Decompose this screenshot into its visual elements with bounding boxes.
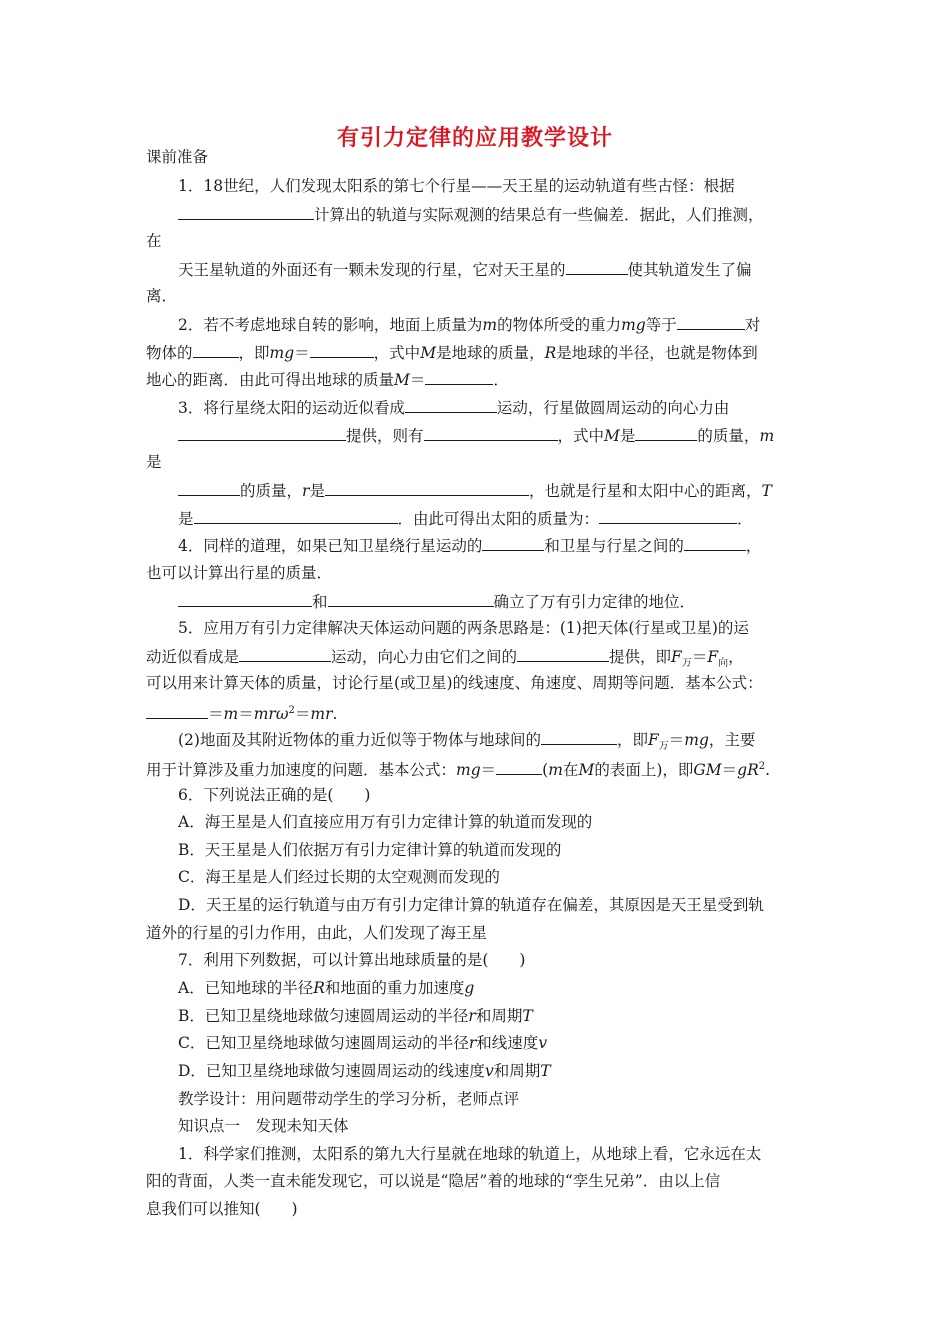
q6-option-d-cont: 道外的行星的引力作用，由此，人们发现了海王星 (146, 924, 488, 942)
q3-line-1: 3．将行星绕太阳的运动近似看成 运动，行星做圆周运动的向心力由 (178, 399, 730, 417)
answer-blank[interactable] (684, 535, 746, 551)
q3-line-5: 是 ．由此可得出太阳的质量为： ． (178, 510, 753, 528)
q3-line-3: 是 (146, 453, 162, 471)
answer-blank[interactable] (517, 646, 609, 662)
answer-blank[interactable] (178, 591, 312, 607)
q6-option-a[interactable]: A．海王星是人们直接应用万有引力定律计算的轨道而发现的 (178, 813, 593, 831)
answer-blank[interactable] (178, 204, 314, 220)
answer-blank[interactable] (424, 425, 558, 441)
q7-option-a[interactable]: A．已知地球的半径R和地面的重力加速度g (178, 979, 475, 997)
answer-blank[interactable] (482, 535, 544, 551)
q1-line-3: 在 (146, 232, 162, 250)
answer-blank[interactable] (677, 314, 745, 330)
answer-blank[interactable] (239, 646, 331, 662)
answer-blank[interactable] (310, 342, 374, 358)
document-title: 有引力定律的应用教学设计 (336, 126, 613, 151)
q7-option-b[interactable]: B．已知卫星绕地球做匀速圆周运动的半径r和周期T (178, 1007, 533, 1025)
answer-blank[interactable] (635, 425, 697, 441)
q4-line-3: 和 确立了万有引力定律的地位． (178, 591, 695, 612)
q5-line-5: (2)地面及其附近物体的重力近似等于物体与地球间的 ，即$F_万=mg$，主要 (178, 731, 756, 753)
q6-option-b[interactable]: B．天王星是人们依据万有引力定律计算的轨道而发现的 (178, 841, 562, 859)
p1-line-1: 1．科学家们推测，太阳系的第九大行星就在地球的轨道上，从地球上看，它永远在太 (178, 1145, 762, 1163)
answer-blank[interactable] (194, 508, 398, 524)
answer-blank[interactable] (405, 397, 497, 413)
answer-blank[interactable] (178, 425, 346, 441)
p1-line-3: 息我们可以推知( ) (146, 1200, 298, 1218)
q3-line-2: 提供，则有 ，式中M是 的质量，m (178, 425, 774, 446)
q4-line-2: 也可以计算出行星的质量． (146, 564, 333, 582)
q7-stem: 7．利用下列数据，可以计算出地球质量的是( ) (178, 951, 526, 969)
q6-option-c[interactable]: C．海王星是人们经过长期的太空观测而发现的 (178, 868, 500, 886)
answer-blank[interactable] (325, 480, 529, 496)
q6-option-d[interactable]: D．天王星的运行轨道与由万有引力定律计算的轨道存在偏差，其原因是天王星受到轨 (178, 896, 764, 914)
q1-line-1: 1．18世纪，人们发现太阳系的第七个行星——天王星的运动轨道有些古怪：根据 (178, 177, 735, 195)
answer-blank[interactable] (146, 703, 208, 719)
q5-line-6: 用于计算涉及重力加速度的问题．基本公式：mg＝ (m在M的表面上)，即$GM=gR^2$. (146, 761, 771, 780)
q5-line-1: 5．应用万有引力定律解决天体运动问题的两条思路是：(1)把天体(行星或卫星)的运 (178, 619, 749, 637)
q2-line-2: 物体的 ，即mg＝ ，式中M是地球的质量，R是地球的半径，也就是物体到 (146, 344, 758, 362)
answer-blank[interactable] (425, 369, 493, 385)
q5-line-2: 动近似看成是 运动，向心力由它们之间的 提供，即$F_万=F_向$， (146, 648, 744, 670)
q1-line-5: 离． (146, 287, 178, 305)
answer-blank[interactable] (599, 508, 737, 524)
design-note: 教学设计：用问题带动学生的学习分析，老师点评 (178, 1090, 520, 1108)
q4-line-1: 4．同样的道理，如果已知卫星绕行星运动的 和卫星与行星之间的 ， (178, 537, 762, 555)
knowledge-point-heading: 知识点一 发现未知天体 (178, 1117, 349, 1135)
answer-blank[interactable] (496, 759, 542, 775)
q7-option-c[interactable]: C．已知卫星绕地球做匀速圆周运动的半径r和线速度v (178, 1034, 548, 1052)
q7-option-d[interactable]: D．已知卫星绕地球做匀速圆周运动的线速度v和周期T (178, 1062, 551, 1080)
answer-blank[interactable] (193, 342, 239, 358)
answer-blank[interactable] (541, 729, 617, 745)
q5-line-4: ＝m＝mrω$^2$＝mr. (146, 701, 337, 724)
answer-blank[interactable] (178, 480, 240, 496)
q1-line-4: 天王星轨道的外面还有一颗未发现的行星，它对天王星的 使其轨道发生了偏 (178, 261, 752, 279)
q3-line-4: 的质量，r是 ，也就是行星和太阳中心的距离，T (178, 480, 772, 501)
q2-line-1: 2．若不考虑地球自转的影响，地面上质量为m的物体所受的重力mg等于 对 (178, 316, 761, 334)
q2-line-3: 地心的距离．由此可得出地球的质量M＝ ． (146, 371, 509, 389)
p1-line-2: 阳的背面，人类一直未能发现它，可以说是“隐居”着的地球的“孪生兄弟”．由以上信 (146, 1172, 721, 1190)
q6-stem: 6．下列说法正确的是( ) (178, 786, 371, 804)
q5-line-3: 可以用来计算天体的质量，讨论行星(或卫星)的线速度、角速度、周期等问题．基本公式： (146, 674, 763, 692)
q1-line-2: 计算出的轨道与实际观测的结果总有一些偏差．据此，人们推测， (178, 204, 764, 225)
section-heading: 课前准备 (146, 148, 209, 166)
answer-blank[interactable] (328, 591, 494, 607)
answer-blank[interactable] (566, 259, 628, 275)
